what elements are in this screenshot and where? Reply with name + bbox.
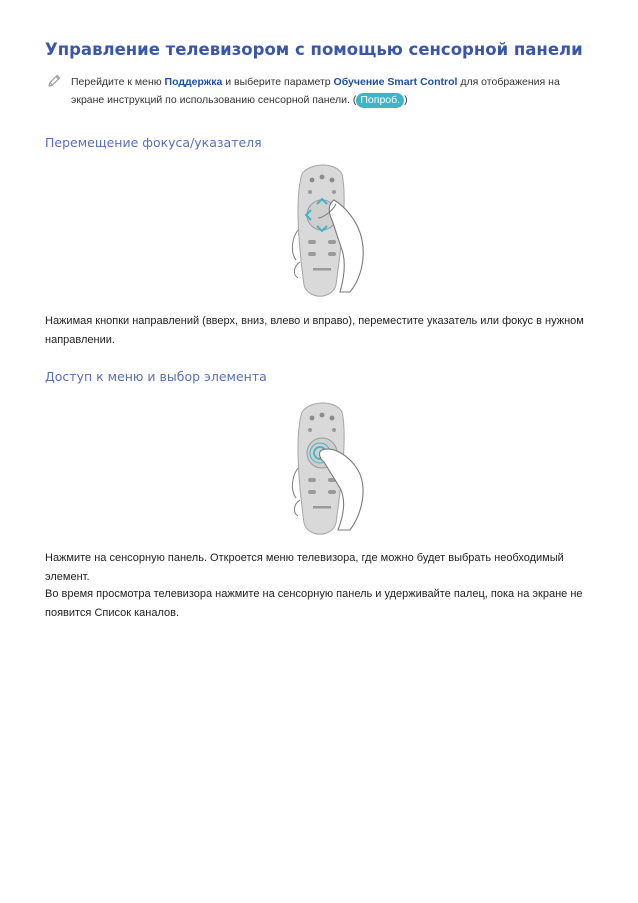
page-title: Управление телевизором с помощью сенсорной панели bbox=[45, 40, 583, 59]
remote-direction-illustration bbox=[262, 160, 382, 300]
section-menu-paragraph-2: Во время просмотра телевизора нажмите на сенсорную панель и удерживайте палец, пока на экране не появится Список каналов. bbox=[45, 588, 583, 619]
try-now-badge[interactable]: Попроб. bbox=[356, 93, 404, 108]
note-text-part: ) bbox=[404, 94, 408, 106]
section-focus-paragraph: Нажимая кнопки направлений (вверх, вниз, влево и вправо), переместите указатель или фокус в нужном направлении. bbox=[45, 315, 584, 346]
section-menu-paragraph-1: Нажмите на сенсорную панель. Откроется меню телевизора, где можно будет выбрать необходимый элемент. bbox=[45, 552, 564, 583]
note-text-part: Перейдите к меню bbox=[71, 76, 165, 88]
section-title-menu-select: Доступ к меню и выбор элемента bbox=[45, 369, 267, 384]
note-text-part: для отображения на экране инструкций по использованию сенсорной панели. ( bbox=[71, 76, 560, 106]
section-title-focus-pointer: Перемещение фокуса/указателя bbox=[45, 135, 262, 150]
menu-term-smart-control-tutorial: Обучение Smart Control bbox=[333, 76, 458, 88]
note-text bbox=[71, 73, 591, 109]
menu-term-support: Поддержка bbox=[164, 76, 223, 88]
remote-touchpad-illustration bbox=[262, 398, 382, 538]
note-text-part: и выберите параметр bbox=[222, 76, 334, 88]
pencil-note-icon bbox=[46, 73, 62, 89]
